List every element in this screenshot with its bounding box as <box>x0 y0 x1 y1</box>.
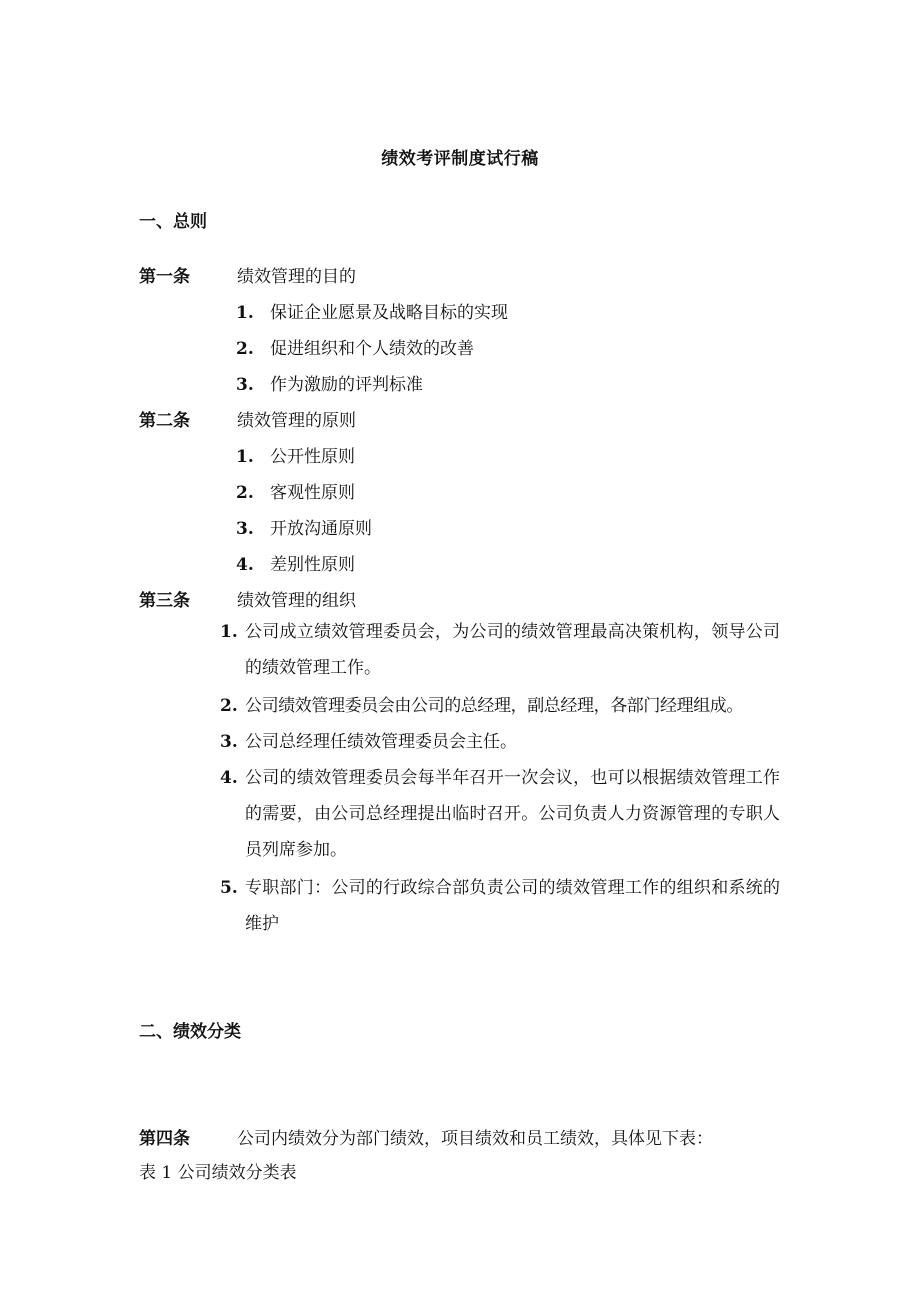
item-number: 3. <box>220 732 238 752</box>
item-text: 专职部门：公司的行政综合部负责公司的绩效管理工作的组织和系统的维护 <box>245 878 780 934</box>
article-2-item-4 <box>236 550 355 575</box>
article-2-label: 第二条 <box>139 411 190 431</box>
article-3 <box>139 586 356 611</box>
article-3-item-3 <box>220 724 780 760</box>
section-heading-performance-categories: 二、绩效分类 <box>139 1022 241 1042</box>
document-title: 绩效考评制度试行稿 <box>381 149 539 169</box>
item-number: 4. <box>220 768 238 788</box>
article-4 <box>139 1124 713 1149</box>
article-3-item-1 <box>220 614 780 686</box>
section-heading-general: 一、总则 <box>139 212 207 232</box>
article-1-item-2 <box>236 334 474 359</box>
article-3-label: 第三条 <box>139 591 190 611</box>
item-text: 促进组织和个人绩效的改善 <box>270 339 474 359</box>
article-3-item-5 <box>220 870 780 942</box>
item-number: 5. <box>220 878 238 898</box>
table-caption: 表 1 公司绩效分类表 <box>139 1163 297 1183</box>
item-text: 开放沟通原则 <box>270 519 372 539</box>
article-4-text: 公司内绩效分为部门绩效，项目绩效和员工绩效，具体见下表： <box>237 1129 713 1149</box>
article-2-text: 绩效管理的原则 <box>237 411 356 431</box>
item-number: 3. <box>236 375 254 395</box>
article-1-text: 绩效管理的目的 <box>237 267 356 287</box>
article-1 <box>139 262 356 287</box>
item-text: 客观性原则 <box>270 483 355 503</box>
item-number: 4. <box>236 555 254 575</box>
item-text: 公司总经理任绩效管理委员会主任。 <box>245 732 517 752</box>
item-text: 差别性原则 <box>270 555 355 575</box>
item-number: 2. <box>236 483 254 503</box>
item-text: 公司的绩效管理委员会每半年召开一次会议，也可以根据绩效管理工作的需要，由公司总经理提出临时召开。公司负责人力资源管理的专职人员列席参加。 <box>245 768 780 860</box>
article-1-item-1 <box>236 298 508 323</box>
article-2-item-3 <box>236 514 372 539</box>
item-text: 保证企业愿景及战略目标的实现 <box>270 303 508 323</box>
article-3-item-2 <box>220 688 780 724</box>
article-4-label: 第四条 <box>139 1129 190 1149</box>
article-2-item-2 <box>236 478 355 503</box>
item-number: 3. <box>236 519 254 539</box>
article-1-label: 第一条 <box>139 267 190 287</box>
article-3-text: 绩效管理的组织 <box>237 591 356 611</box>
item-number: 1. <box>236 303 254 323</box>
item-text: 公司成立绩效管理委员会，为公司的绩效管理最高决策机构，领导公司的绩效管理工作。 <box>245 622 780 678</box>
article-2-item-1 <box>236 442 355 467</box>
article-3-item-4 <box>220 760 780 868</box>
item-number: 2. <box>236 339 254 359</box>
item-text: 公开性原则 <box>270 447 355 467</box>
item-number: 1. <box>220 622 238 642</box>
item-text: 作为激励的评判标准 <box>270 375 423 395</box>
article-2 <box>139 406 356 431</box>
item-number: 1. <box>236 447 254 467</box>
article-1-item-3 <box>236 370 423 395</box>
item-text: 公司绩效管理委员会由公司的总经理，副总经理，各部门经理组成。 <box>245 696 743 716</box>
item-number: 2. <box>220 696 238 716</box>
